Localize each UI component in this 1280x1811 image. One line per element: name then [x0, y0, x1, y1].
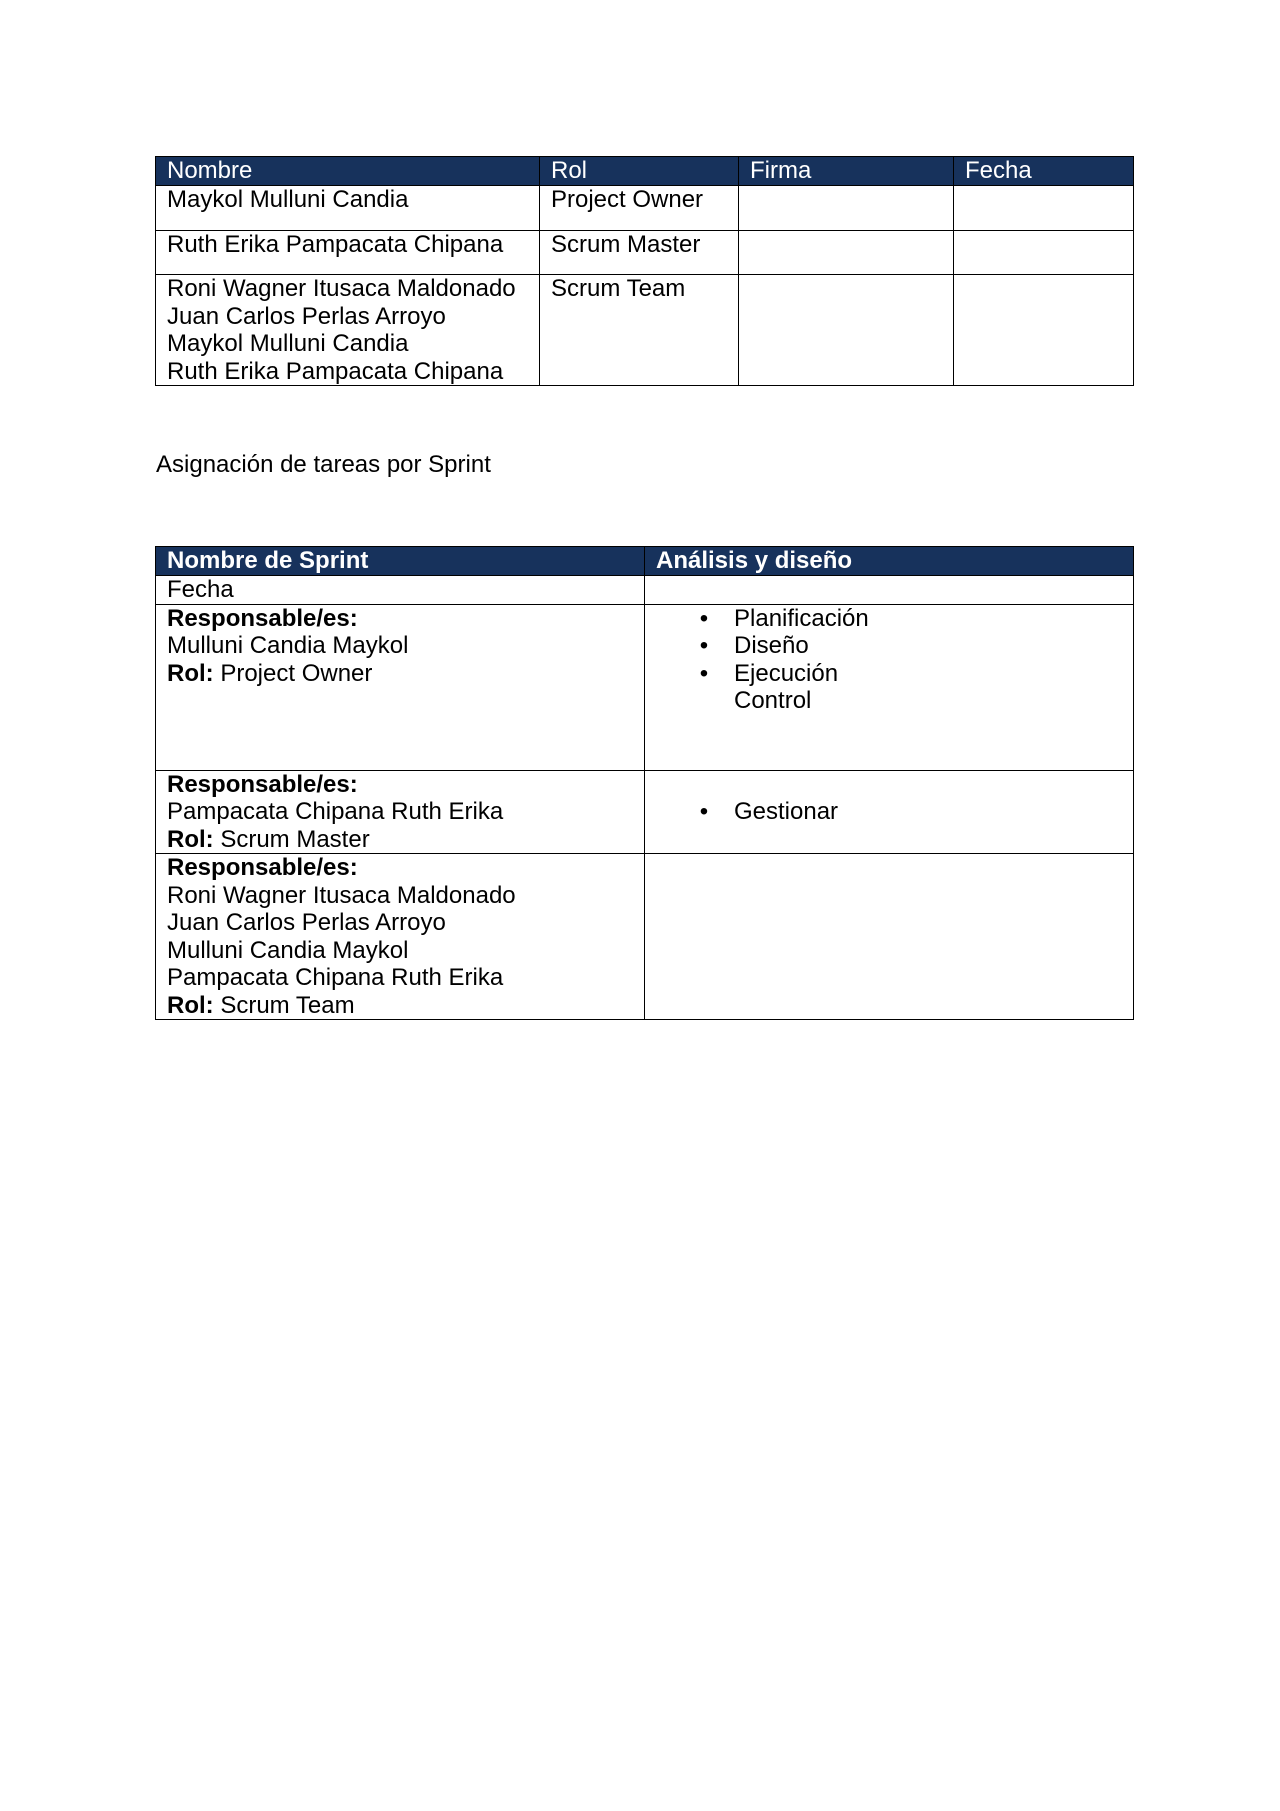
- bullet-icon: •: [699, 798, 709, 825]
- cell-fecha: [954, 186, 1134, 231]
- role-line: [167, 826, 633, 854]
- signature-table-header: [156, 157, 1134, 186]
- cell-rol: Scrum Master: [540, 231, 739, 275]
- role-line: [167, 660, 633, 688]
- list-item: [699, 632, 1122, 660]
- cell-rol: Project Owner: [540, 186, 739, 231]
- person-name: Roni Wagner Itusaca Maldonado: [167, 275, 516, 302]
- table-row: [156, 770, 1134, 854]
- responsables-cell: [156, 770, 645, 854]
- responsable-label: Responsable/es:: [167, 854, 358, 881]
- person-name: Juan Carlos Perlas Arroyo: [167, 302, 446, 330]
- header-nombre: Nombre: [156, 157, 540, 186]
- person-name: Maykol Mulluni Candia: [167, 186, 409, 213]
- cell-nombre: [156, 231, 540, 275]
- cell-rol: Scrum Team: [540, 275, 739, 386]
- person-name: Pampacata Chipana Ruth Erika: [167, 964, 504, 991]
- task-label: Gestionar: [734, 798, 839, 825]
- header-sprint-name: Nombre de Sprint: [156, 547, 645, 576]
- task-label: Control: [734, 687, 812, 714]
- role-value: Scrum Team: [220, 991, 355, 1019]
- responsables-cell: [156, 604, 645, 770]
- list-item: [699, 659, 1122, 688]
- responsable-label: Responsable/es:: [167, 604, 358, 632]
- person-name: Mulluni Candia Maykol: [167, 632, 409, 659]
- bullet-icon: •: [699, 659, 709, 687]
- person-name: Pampacata Chipana Ruth Erika: [167, 798, 504, 825]
- cell-firma: [739, 275, 954, 386]
- header-firma: Firma: [739, 157, 954, 186]
- sprint-table: [155, 546, 1134, 1020]
- person-name: Juan Carlos Perlas Arroyo: [167, 909, 446, 936]
- table-row: [156, 604, 1134, 770]
- header-fecha: Fecha: [954, 157, 1134, 186]
- list-item: [699, 604, 1122, 633]
- person-name: Mulluni Candia Maykol: [167, 936, 409, 964]
- list-item: [699, 798, 1122, 826]
- cell-firma: [739, 186, 954, 231]
- signature-table: [155, 156, 1134, 386]
- list-continuation: [734, 687, 1122, 715]
- responsables-cell: [156, 854, 645, 1020]
- cell-nombre: [156, 186, 540, 231]
- section-heading: Asignación de tareas por Sprint: [156, 451, 491, 478]
- role-line: [167, 992, 633, 1020]
- person-name: Ruth Erika Pampacata Chipana: [167, 231, 504, 258]
- header-sprint-value: Análisis y diseño: [645, 547, 1134, 576]
- table-row: [156, 231, 1134, 275]
- tasks-cell: [645, 770, 1134, 854]
- person-name: Maykol Mulluni Candia: [167, 330, 409, 357]
- task-label: Diseño: [734, 632, 809, 659]
- role-value: Scrum Master: [220, 825, 370, 853]
- person-name: Ruth Erika Pampacata Chipana: [167, 357, 504, 385]
- task-list: [656, 771, 1122, 826]
- table-row: [156, 186, 1134, 231]
- rol-label: Rol:: [167, 991, 214, 1019]
- header-rol: Rol: [540, 157, 739, 186]
- cell-firma: [739, 231, 954, 275]
- bullet-icon: •: [699, 604, 709, 632]
- tasks-cell: [645, 604, 1134, 770]
- rol-label: Rol:: [167, 659, 214, 687]
- table-row: [156, 275, 1134, 386]
- cell-fecha: [954, 275, 1134, 386]
- fecha-label: Fecha: [156, 576, 645, 605]
- task-label: Ejecución: [734, 659, 839, 687]
- sprint-table-header: [156, 547, 1134, 576]
- cell-nombre: [156, 275, 540, 386]
- bullet-icon: •: [699, 632, 709, 659]
- tasks-cell: [645, 854, 1134, 1020]
- person-name: Roni Wagner Itusaca Maldonado: [167, 881, 516, 909]
- role-value: Project Owner: [220, 659, 373, 687]
- rol-label: Rol:: [167, 825, 214, 853]
- table-row: [156, 854, 1134, 1020]
- cell-fecha: [954, 231, 1134, 275]
- responsable-label: Responsable/es:: [167, 770, 358, 798]
- task-list: [656, 577, 1122, 715]
- task-label: Planificación: [734, 604, 869, 632]
